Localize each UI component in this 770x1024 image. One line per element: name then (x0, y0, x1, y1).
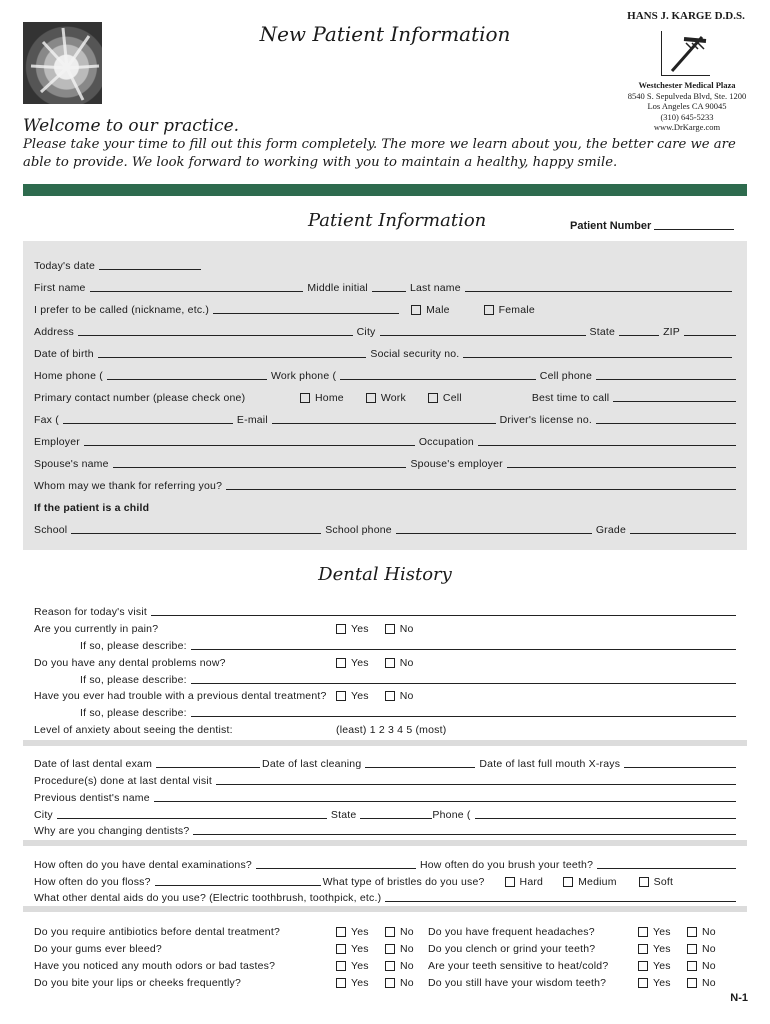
reason-field[interactable] (151, 605, 736, 616)
section-divider-bar (23, 184, 747, 196)
brush-freq-field[interactable] (597, 858, 736, 869)
problems-no-checkbox[interactable] (385, 658, 395, 668)
email-label: E-mail (236, 414, 268, 426)
last-cleaning-field[interactable] (365, 757, 475, 768)
female-label: Female (498, 304, 535, 316)
medium-label: Medium (578, 876, 617, 888)
no-checkbox[interactable] (687, 927, 697, 937)
zip-field[interactable] (684, 325, 736, 336)
referral-field[interactable] (226, 479, 736, 490)
state-label: State (589, 326, 616, 338)
question-label: Do you still have your wisdom teeth? (428, 977, 607, 989)
trouble-yes-label: Yes (351, 690, 369, 702)
yes-checkbox[interactable] (638, 978, 648, 988)
home-phone-field[interactable] (107, 369, 267, 380)
employer-field[interactable] (84, 435, 415, 446)
no-label: No (400, 926, 414, 938)
problems-describe-label: If so, please describe: (80, 674, 187, 686)
prev-dentist-label: Previous dentist's name (34, 792, 150, 804)
patient-number (570, 219, 738, 232)
prev-dentist-field[interactable] (154, 791, 736, 802)
work-phone-label: Work phone ( (270, 370, 337, 382)
no-label: No (702, 977, 716, 989)
address-field[interactable] (78, 325, 353, 336)
no-checkbox[interactable] (385, 944, 395, 954)
name-row (34, 278, 736, 294)
procedures-row (34, 771, 736, 787)
prev-phone-label: Phone ( (432, 809, 471, 821)
address-label: Address (34, 326, 74, 338)
aids-label: What other dental aids do you use? (Electric toothbrush, toothpick, etc.) (34, 892, 382, 904)
no-checkbox[interactable] (687, 978, 697, 988)
question-label: Have you noticed any mouth odors or bad tastes? (34, 960, 276, 972)
yes-label: Yes (351, 977, 369, 989)
school-phone-field[interactable] (396, 523, 592, 534)
last-exam-label: Date of last dental exam (34, 758, 153, 770)
exam-freq-field[interactable] (256, 858, 416, 869)
trouble-label: Have you ever had trouble with a previous dental treatment? (34, 690, 327, 702)
trouble-describe-field[interactable] (191, 706, 736, 717)
no-checkbox[interactable] (385, 927, 395, 937)
yes-checkbox[interactable] (638, 927, 648, 937)
practice-logo (661, 31, 710, 76)
trouble-describe-row (80, 703, 736, 719)
pain-describe-label: If so, please describe: (80, 640, 187, 652)
question-row (34, 921, 736, 938)
pain-no-label: No (399, 623, 414, 635)
pain-describe-field[interactable] (191, 639, 736, 650)
trouble-no-checkbox[interactable] (385, 691, 395, 701)
school-field[interactable] (71, 523, 321, 534)
last-xray-field[interactable] (624, 757, 736, 768)
cell-phone-field[interactable] (596, 369, 736, 380)
problems-yes-checkbox[interactable] (336, 658, 346, 668)
nickname-row (34, 300, 736, 316)
nickname-label: I prefer to be called (nickname, etc.) (34, 304, 210, 316)
yes-label: Yes (351, 926, 369, 938)
pain-yes-label: Yes (351, 623, 369, 635)
pain-label: Are you currently in pain? (34, 623, 159, 635)
yes-label: Yes (653, 960, 671, 972)
form-title: New Patient Information (259, 22, 511, 46)
brush-freq-label: How often do you brush your teeth? (419, 859, 594, 871)
problems-no-label: No (399, 657, 414, 669)
pain-describe-row (80, 636, 736, 652)
employer-label: Employer (34, 436, 80, 448)
fax-field[interactable] (63, 413, 233, 424)
anxiety-row (34, 720, 736, 736)
question-row (34, 955, 736, 972)
ssn-label: Social security no. (370, 348, 460, 360)
soft-checkbox[interactable] (639, 877, 649, 887)
patient-number-field[interactable] (654, 219, 734, 230)
problems-describe-row (80, 670, 736, 686)
yes-label: Yes (653, 977, 671, 989)
grade-label: Grade (595, 524, 626, 536)
phones-row (34, 366, 736, 382)
aids-field[interactable] (385, 891, 736, 902)
spouse-employer-field[interactable] (507, 457, 736, 468)
first-name-field[interactable] (90, 281, 304, 292)
question-label: Do you have frequent headaches? (428, 926, 595, 938)
patient-number-label: Patient Number (570, 220, 652, 232)
office-phone: (310) 645-5233 (660, 111, 714, 122)
yes-checkbox[interactable] (336, 978, 346, 988)
question-row (34, 972, 736, 989)
exam-freq-row (34, 855, 736, 871)
zip-label: ZIP (663, 326, 680, 338)
no-label: No (702, 943, 716, 955)
prev-state-label: State (330, 809, 357, 821)
health-questions (34, 921, 736, 989)
office-street: 8540 S. Sepulveda Blvd, Ste. 1200 (627, 90, 747, 101)
work-phone-field[interactable] (340, 369, 536, 380)
procedures-label: Procedure(s) done at last dental visit (34, 775, 213, 787)
problems-yes-label: Yes (351, 657, 369, 669)
yes-label: Yes (351, 960, 369, 972)
drivers-license-label: Driver's license no. (499, 414, 592, 426)
no-label: No (702, 926, 716, 938)
drivers-license-field[interactable] (596, 413, 736, 424)
spouse-name-label: Spouse's name (34, 458, 109, 470)
city-field[interactable] (380, 325, 586, 336)
question-label: Do you bite your lips or cheeks frequently? (34, 977, 242, 989)
question-label: Are your teeth sensitive to heat/cold? (428, 960, 609, 972)
question-label: Do you require antibiotics before dental treatment? (34, 926, 281, 938)
cell-label: Cell (442, 392, 462, 404)
office-name: Westchester Medical Plaza (638, 80, 736, 90)
home-phone-label: Home phone ( (34, 370, 103, 382)
nickname-field[interactable] (213, 303, 399, 314)
reason-label: Reason for today's visit (34, 606, 148, 618)
occupation-field[interactable] (478, 435, 736, 446)
no-label: No (400, 960, 414, 972)
soft-label: Soft (653, 876, 674, 888)
medium-checkbox[interactable] (563, 877, 573, 887)
no-label: No (400, 943, 414, 955)
office-city: Los Angeles CA 90045 (647, 101, 727, 111)
cell-checkbox[interactable] (428, 393, 438, 403)
city-label: City (356, 326, 376, 338)
welcome-text: Please take your time to fill out this form completely. The more we learn about you, the better care we are able to provide. We look forward to working with you to maintain a healthy, happy smile. (23, 137, 736, 170)
welcome-heading: Welcome to our practice. (23, 116, 240, 136)
spouse-employer-label: Spouse's employer (410, 458, 503, 470)
yes-checkbox[interactable] (336, 927, 346, 937)
problems-label: Do you have any dental problems now? (34, 657, 226, 669)
hard-checkbox[interactable] (505, 877, 515, 887)
prev-city-label: City (34, 809, 53, 821)
school-label: School (34, 524, 68, 536)
prev-state-field[interactable] (360, 808, 432, 819)
dental-history-heading: Dental History (318, 564, 452, 585)
divider-3 (23, 906, 747, 912)
home-checkbox[interactable] (300, 393, 310, 403)
no-checkbox[interactable] (385, 961, 395, 971)
question-label: Do you clench or grind your teeth? (428, 943, 596, 955)
child-heading-row (34, 498, 736, 514)
anxiety-scale[interactable]: (least) 1 2 3 4 5 (most) (336, 724, 447, 736)
office-address-block (612, 80, 762, 133)
anxiety-label: Level of anxiety about seeing the dentist: (34, 724, 233, 736)
patient-info-heading: Patient Information (308, 210, 487, 231)
todays-date-row (34, 256, 736, 272)
problems-describe-field[interactable] (191, 673, 736, 684)
problems-row (34, 653, 736, 669)
no-label: No (702, 960, 716, 972)
school-phone-label: School phone (325, 524, 392, 536)
primary-contact-row (34, 388, 736, 404)
aids-row (34, 888, 736, 904)
work-label: Work (380, 392, 406, 404)
male-label: Male (426, 304, 450, 316)
yes-checkbox[interactable] (638, 961, 648, 971)
address-row (34, 322, 736, 338)
grade-field[interactable] (630, 523, 736, 534)
pain-yes-checkbox[interactable] (336, 624, 346, 634)
office-website: www.DrKarge.com (653, 122, 721, 132)
fax-row (34, 410, 736, 426)
state-field[interactable] (619, 325, 659, 336)
no-checkbox[interactable] (687, 944, 697, 954)
reason-row (34, 602, 736, 618)
hard-label: Hard (519, 876, 544, 888)
question-label: Do your gums ever bleed? (34, 943, 162, 955)
procedures-field[interactable] (216, 774, 736, 785)
exam-freq-label: How often do you have dental examinations? (34, 859, 252, 871)
prev-phone-field[interactable] (475, 808, 736, 819)
occupation-label: Occupation (418, 436, 474, 448)
female-checkbox[interactable] (484, 305, 494, 315)
best-time-label: Best time to call (531, 392, 610, 404)
referral-row (34, 476, 736, 492)
trouble-describe-label: If so, please describe: (80, 707, 187, 719)
child-heading: If the patient is a child (34, 502, 150, 514)
best-time-field[interactable] (613, 391, 736, 402)
prev-city-field[interactable] (57, 808, 327, 819)
middle-initial-label: Middle initial (307, 282, 368, 294)
trouble-no-label: No (399, 690, 414, 702)
pain-no-checkbox[interactable] (385, 624, 395, 634)
last-name-field[interactable] (465, 281, 732, 292)
fax-label: Fax ( (34, 414, 59, 426)
last-exam-field[interactable] (156, 757, 260, 768)
referral-label: Whom may we thank for referring you? (34, 480, 223, 492)
yes-checkbox[interactable] (638, 944, 648, 954)
last-cleaning-label: Date of last cleaning (262, 758, 362, 770)
page-number: N-1 (730, 992, 748, 1004)
floss-freq-label: How often do you floss? (34, 876, 151, 888)
pain-row (34, 619, 736, 635)
middle-initial-field[interactable] (372, 281, 406, 292)
floss-freq-field[interactable] (155, 875, 321, 886)
email-field[interactable] (272, 413, 496, 424)
yes-label: Yes (653, 926, 671, 938)
male-checkbox[interactable] (411, 305, 421, 315)
prev-dentist-city-row (34, 805, 736, 821)
trouble-row (34, 686, 736, 702)
yes-checkbox[interactable] (336, 944, 346, 954)
question-row (34, 938, 736, 955)
dob-label: Date of birth (34, 348, 94, 360)
no-checkbox[interactable] (385, 978, 395, 988)
floss-row (34, 872, 736, 888)
spouse-name-field[interactable] (113, 457, 407, 468)
todays-date-field[interactable] (99, 259, 201, 270)
yes-checkbox[interactable] (336, 961, 346, 971)
doctor-name: HANS J. KARGE D.D.S. (627, 10, 745, 22)
prev-dentist-row (34, 788, 736, 804)
last-name-label: Last name (409, 282, 461, 294)
why-change-field[interactable] (193, 824, 736, 835)
cell-phone-label: Cell phone (539, 370, 592, 382)
divider-1 (23, 740, 747, 746)
dob-field[interactable] (98, 347, 367, 358)
spouse-row (34, 454, 736, 470)
work-checkbox[interactable] (366, 393, 376, 403)
trouble-yes-checkbox[interactable] (336, 691, 346, 701)
last-xray-label: Date of last full mouth X-rays (479, 758, 621, 770)
last-exam-row (34, 754, 736, 770)
bristles-label: What type of bristles do you use? (322, 876, 485, 888)
todays-date-label: Today's date (34, 260, 96, 272)
why-change-label: Why are you changing dentists? (34, 825, 190, 837)
employer-row (34, 432, 736, 448)
no-checkbox[interactable] (687, 961, 697, 971)
dob-row (34, 344, 736, 360)
home-label: Home (315, 392, 344, 404)
school-row (34, 520, 736, 536)
yes-label: Yes (351, 943, 369, 955)
no-label: No (400, 977, 414, 989)
primary-contact-label: Primary contact number (please check one) (34, 392, 246, 404)
why-change-row (34, 821, 736, 837)
yes-label: Yes (653, 943, 671, 955)
first-name-label: First name (34, 282, 86, 294)
ssn-field[interactable] (463, 347, 732, 358)
divider-2 (23, 840, 747, 846)
